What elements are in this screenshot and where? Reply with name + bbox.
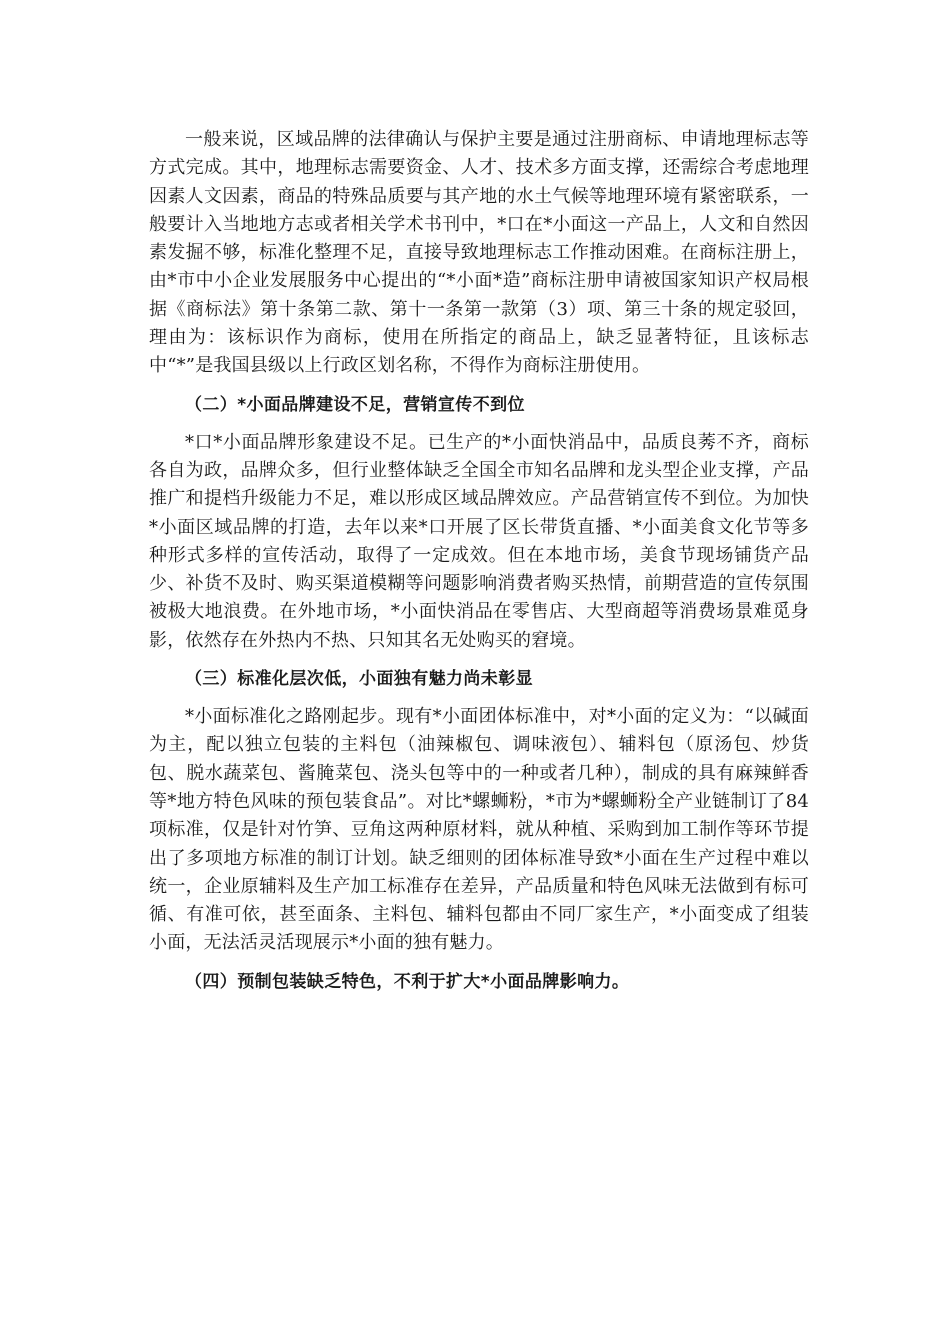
section-heading-packaging: （四）预制包装缺乏特色，不利于扩大*小面品牌影响力。 [185,971,630,992]
section-heading-standardization: （三）标准化层次低，小面独有魅力尚未彰显 [185,669,533,690]
section-heading-brand-building: （二）*小面品牌建设不足，营销宣传不到位 [185,394,525,415]
paragraph-brand-building: *口*小面品牌形象建设不足。已生产的*小面快消品中，品质良莠不齐，商标各自为政，品牌众多，但行业整体缺乏全国全市知名品牌和龙头型企业支撑，产品推广和提档升级能力不足，难以形成区域品牌效应。产品营销宣传不到位。为加快*小面区域品牌的打造，去年以来*口开展了区长带货直播、*小面美食文化节等多种形式多样的宣传活动，取得了一定成效。但在本地市场，美食节现场铺货产品少、补货不及时、购买渠道模糊等问题影响消费者购买热情，前期营造的宣传氛围被极大地浪费。在外地市场，*小面快消品在零售店、大型商超等消费场景难觅身影，依然存在外热内不热、只知其名无处购买的窘境。 [149,431,809,651]
paragraph-standardization: *小面标准化之路刚起步。现有*小面团体标准中，对*小面的定义为：“以碱面为主，配以独立包装的主料包（油辣椒包、调味液包）、辅料包（原汤包、炒货包、脱水蔬菜包、酱腌菜包、浇头包等中的一种或者几种），制成的具有麻辣鲜香等*地方特色风味的预包装食品”。对比*螺蛳粉，*市为*螺蛳粉全产业链制订了84项标准，仅是针对竹笋、豆角这两种原材料，就从种植、采购到加工制作等环节提出了多项地方标准的制订计划。缺乏细则的团体标准导致*小面在生产过程中难以统一，企业原辅料及生产加工标准存在差异，产品质量和特色风味无法做到有标可循、有准可依，甚至面条、主料包、辅料包都由不同厂家生产，*小面变成了组装小面，无法活灵活现展示*小面的独有魅力。 [149,706,809,954]
paragraph-legal-protection: 一般来说，区域品牌的法律确认与保护主要是通过注册商标、申请地理标志等方式完成。其中，地理标志需要资金、人才、技术多方面支撑，还需综合考虑地理因素人文因素，商品的特殊品质要与其产地的水土气候等地理环境有紧密联系，一般要计入当地地方志或者相关学术书刊中，*口在*小面这一产品上，人文和自然因素发掘不够，标准化整理不足，直接导致地理标志工作推动困难。在商标注册上，由*市中小企业发展服务中心提出的“*小面*造”商标注册申请被国家知识产权局根据《商标法》第十条第二款、第十一条第一款第（3）项、第三十条的规定驳回，理由为：该标识作为商标，使用在所指定的商品上，缺乏显著特征，且该标志中“*”是我国县级以上行政区划名称，不得作为商标注册使用。 [149,129,809,377]
document-page [149,126,809,1006]
